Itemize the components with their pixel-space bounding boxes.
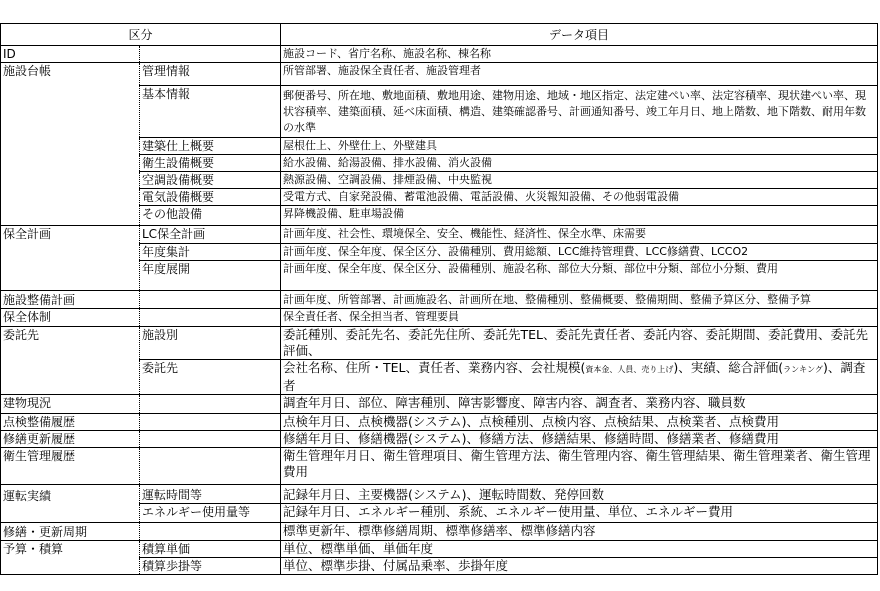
subcategory-cell[interactable]: その他設備	[140, 206, 281, 226]
subcategory-cell[interactable]: 年度集計	[140, 244, 281, 261]
category-cell[interactable]	[1, 206, 140, 226]
data-cell[interactable]	[281, 360, 878, 395]
subcategory-cell[interactable]: 委託先	[140, 360, 281, 395]
subcategory-cell[interactable]	[140, 291, 281, 309]
category-cell[interactable]: 点検整備履歴	[1, 414, 140, 431]
category-cell[interactable]	[1, 504, 140, 523]
table-row	[1, 395, 878, 414]
category-cell[interactable]: 建物現況	[1, 395, 140, 414]
data-cell[interactable]: 計画年度、保全年度、保全区分、設備種別、費用総額、LCC維持管理費、LCC修繕費、LCCO2	[281, 244, 878, 261]
header-category[interactable]: 区分	[1, 24, 281, 46]
table-row	[1, 541, 878, 558]
data-cell[interactable]: 所管部署、施設保全責任者、施設管理者	[281, 63, 878, 86]
subcategory-cell[interactable]	[140, 523, 281, 541]
category-cell[interactable]: 施設整備計画	[1, 291, 140, 309]
data-cell[interactable]: 委託種別、委託先名、委託先住所、委託先TEL、委託先責任者、委託内容、委託期間、委託費用、委託先評価、	[281, 327, 878, 360]
table-row	[1, 291, 878, 309]
data-text: 会社名称、住所・TEL、責任者、業務内容、会社規模(	[283, 360, 586, 375]
header-data-items[interactable]: データ項目	[281, 24, 878, 46]
category-cell[interactable]	[1, 261, 140, 291]
table-row	[1, 431, 878, 448]
data-cell[interactable]: 調査年月日、部位、障害種別、障害影響度、障害内容、調査者、業務内容、職員数	[281, 395, 878, 414]
category-cell[interactable]: 修繕・更新周期	[1, 523, 140, 541]
data-cell[interactable]: 点検年月日、点検機器(システム)、点検種別、点検内容、点検結果、点検業者、点検費用	[281, 414, 878, 431]
table-row	[1, 155, 878, 172]
subcategory-cell[interactable]: 積算歩掛等	[140, 558, 281, 575]
table-row	[1, 189, 878, 206]
table-row	[1, 504, 878, 523]
header-row	[1, 24, 878, 46]
table-row	[1, 138, 878, 155]
subcategory-cell[interactable]: 年度展開	[140, 261, 281, 291]
category-cell[interactable]: 施設台帳	[1, 63, 140, 86]
category-cell[interactable]: 衛生管理履歴	[1, 448, 140, 485]
data-note: ランキング	[783, 365, 823, 374]
category-cell[interactable]	[1, 155, 140, 172]
data-cell[interactable]: 受電方式、自家発設備、蓄電池設備、電話設備、火災報知設備、その他弱電設備	[281, 189, 878, 206]
table-row	[1, 485, 878, 504]
data-cell[interactable]: 郵便番号、所在地、敷地面積、敷地用途、建物用途、地域・地区指定、法定建ぺい率、法定容積率、現状建ぺい率、現状容積率、建築面積、延べ床面積、構造、建築確認番号、計画通知番号、竣工年月日、地上階数、地下階数、耐用年数の水準	[281, 86, 878, 138]
data-items-table	[0, 23, 878, 575]
data-cell[interactable]: 保全責任者、保全担当者、管理要員	[281, 309, 878, 327]
data-cell[interactable]: 記録年月日、エネルギー種別、系統、エネルギー使用量、単位、エネルギー費用	[281, 504, 878, 523]
category-cell[interactable]: 予算・積算	[1, 541, 140, 558]
category-cell[interactable]	[1, 172, 140, 189]
data-cell[interactable]: 単位、標準単価、単価年度	[281, 541, 878, 558]
subcategory-cell[interactable]	[140, 448, 281, 485]
table-row	[1, 226, 878, 244]
subcategory-cell[interactable]: 施設別	[140, 327, 281, 360]
table-row	[1, 63, 878, 86]
table-row	[1, 558, 878, 575]
subcategory-cell[interactable]	[140, 395, 281, 414]
table-row	[1, 523, 878, 541]
subcategory-cell[interactable]: 建築仕上概要	[140, 138, 281, 155]
data-cell[interactable]: 給水設備、給湯設備、排水設備、消火設備	[281, 155, 878, 172]
category-cell[interactable]	[1, 86, 140, 138]
subcategory-cell[interactable]: エネルギー使用量等	[140, 504, 281, 523]
data-cell[interactable]: 屋根仕上、外壁仕上、外壁建具	[281, 138, 878, 155]
category-cell[interactable]	[1, 244, 140, 261]
table-row	[1, 46, 878, 63]
data-text: )、実績、総合評価(	[673, 360, 784, 375]
category-cell[interactable]: 修繕更新履歴	[1, 431, 140, 448]
category-cell[interactable]	[1, 558, 140, 575]
table-row	[1, 244, 878, 261]
table-row	[1, 172, 878, 189]
subcategory-cell[interactable]	[140, 46, 281, 63]
table-row	[1, 206, 878, 226]
table-row	[1, 414, 878, 431]
category-cell[interactable]	[1, 189, 140, 206]
table-row	[1, 261, 878, 291]
category-cell[interactable]	[1, 360, 140, 395]
data-cell[interactable]: 計画年度、保全年度、保全区分、設備種別、施設名称、部位大分類、部位中分類、部位小分類、費用	[281, 261, 878, 291]
subcategory-cell[interactable]	[140, 414, 281, 431]
table-row	[1, 327, 878, 360]
table-row	[1, 86, 878, 138]
subcategory-cell[interactable]: LC保全計画	[140, 226, 281, 244]
category-cell[interactable]: 保全体制	[1, 309, 140, 327]
subcategory-cell[interactable]	[140, 309, 281, 327]
data-text: )、調査者	[283, 360, 866, 393]
data-cell[interactable]: 単位、標準歩掛、付属品乗率、歩掛年度	[281, 558, 878, 575]
category-cell[interactable]: 委託先	[1, 327, 140, 360]
data-cell[interactable]: 記録年月日、主要機器(システム)、運転時間数、発停回数	[281, 485, 878, 504]
subcategory-cell[interactable]: 管理情報	[140, 63, 281, 86]
data-cell[interactable]: 昇降機設備、駐車場設備	[281, 206, 878, 226]
category-cell[interactable]: ID	[1, 46, 140, 63]
category-cell[interactable]	[1, 138, 140, 155]
subcategory-cell[interactable]: 基本情報	[140, 86, 281, 138]
data-cell[interactable]: 標準更新年、標準修繕周期、標準修繕率、標準修繕内容	[281, 523, 878, 541]
table-row	[1, 309, 878, 327]
data-cell[interactable]: 計画年度、社会性、環境保全、安全、機能性、経済性、保全水準、床需要	[281, 226, 878, 244]
subcategory-cell[interactable]: 積算単価	[140, 541, 281, 558]
subcategory-cell[interactable]: 衛生設備概要	[140, 155, 281, 172]
table-row	[1, 360, 878, 395]
data-cell[interactable]: 施設コード、省庁名称、施設名称、棟名称	[281, 46, 878, 63]
subcategory-cell[interactable]	[140, 431, 281, 448]
category-cell[interactable]: 運転実績	[1, 485, 140, 504]
data-cell[interactable]: 熱源設備、空調設備、排煙設備、中央監視	[281, 172, 878, 189]
data-cell[interactable]: 修繕年月日、修繕機器(システム)、修繕方法、修繕結果、修繕時間、修繕業者、修繕費用	[281, 431, 878, 448]
subcategory-cell[interactable]: 電気設備概要	[140, 189, 281, 206]
data-note: 資本金、人員、売り上げ	[585, 365, 674, 374]
category-cell[interactable]: 保全計画	[1, 226, 140, 244]
data-cell[interactable]: 計画年度、所管部署、計画施設名、計画所在地、整備種別、整備概要、整備期間、整備予算区分、整備予算	[281, 291, 878, 309]
subcategory-cell[interactable]: 運転時間等	[140, 485, 281, 504]
data-cell[interactable]: 衛生管理年月日、衛生管理項目、衛生管理方法、衛生管理内容、衛生管理結果、衛生管理業者、衛生管理費用	[281, 448, 878, 485]
table-row	[1, 448, 878, 485]
subcategory-cell[interactable]: 空調設備概要	[140, 172, 281, 189]
